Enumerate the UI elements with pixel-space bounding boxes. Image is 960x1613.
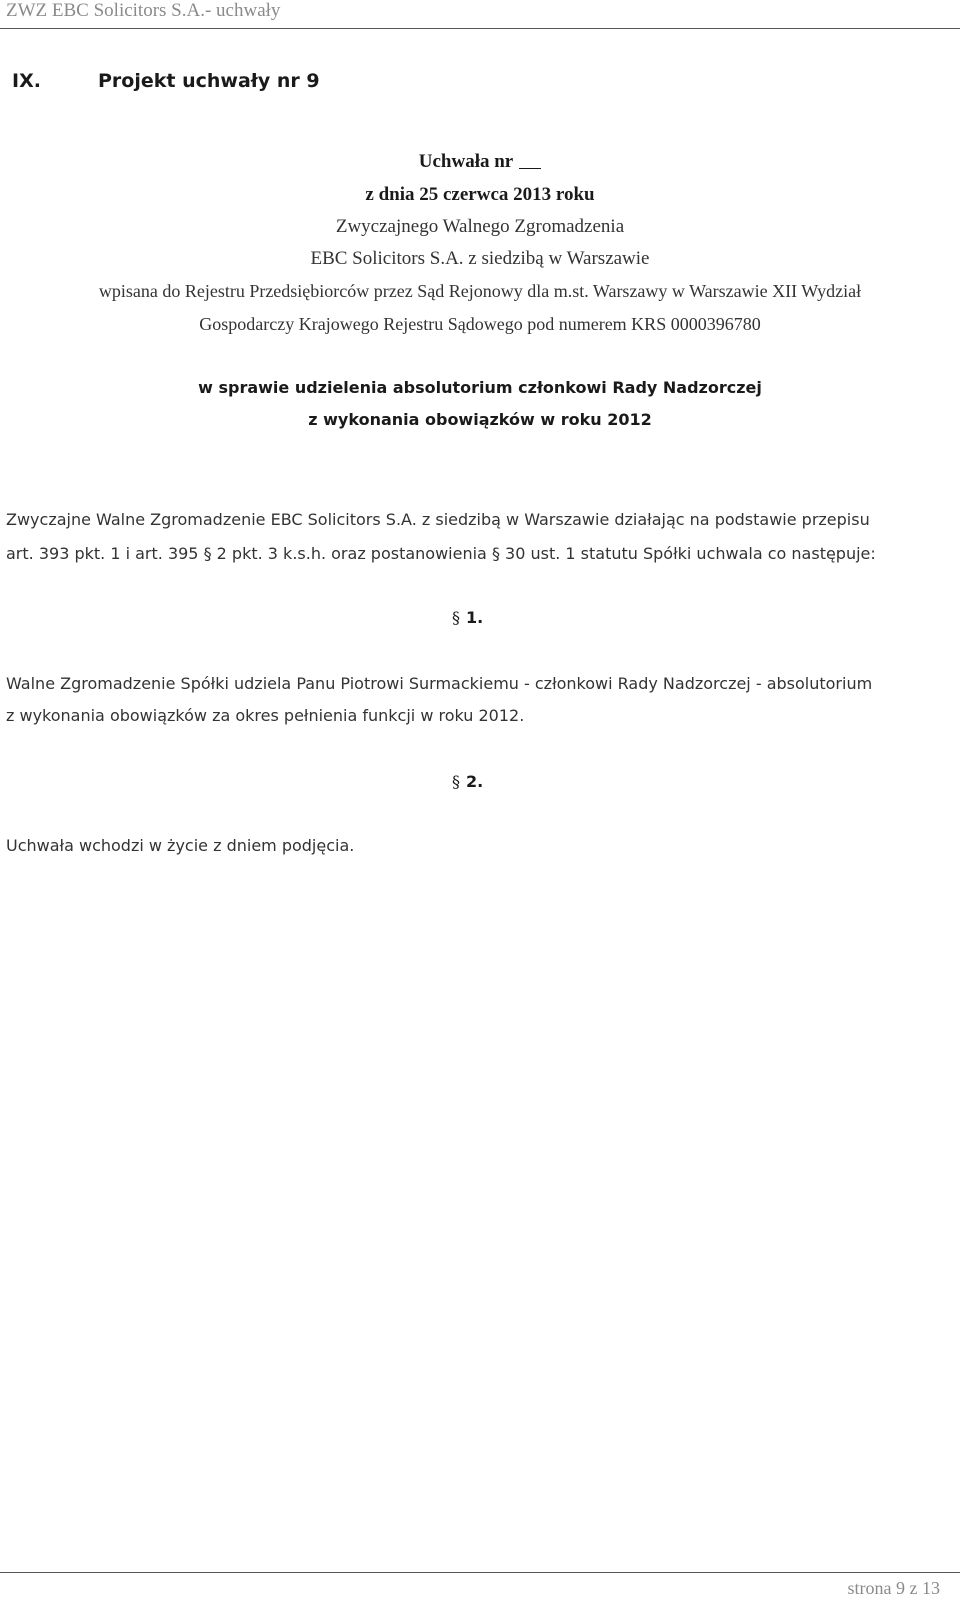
paragraph-1-line-1: Walne Zgromadzenie Spółki udziela Panu Piotrowi Surmackiemu - członkowi Rady Nadzorczej - absolutorium: [6, 674, 873, 693]
paragraph-1-heading: [452, 608, 483, 627]
running-footer: [0, 1572, 960, 1613]
resolution-company: EBC Solicitors S.A. z siedzibą w Warszawie: [310, 248, 650, 269]
paragraph-2-label: 2.: [466, 772, 484, 791]
registry-line-2: Gospodarczy Krajowego Rejestru Sądowego pod numerem KRS 0000396780: [199, 314, 761, 334]
page-number: strona 9 z 13: [847, 1578, 940, 1598]
preamble-line-2: art. 393 pkt. 1 i art. 395 § 2 pkt. 3 k.s.h. oraz postanowienia § 30 ust. 1 statutu Spółki uchwala co następuje:: [6, 544, 876, 563]
document-header-title: ZWZ EBC Solicitors S.A.- uchwały: [6, 0, 281, 21]
subject-line-2: z wykonania obowiązków w roku 2012: [308, 410, 652, 429]
preamble-line-1: Zwyczajne Walne Zgromadzenie EBC Solicitors S.A. z siedzibą w Warszawie działając na podstawie przepisu: [6, 510, 870, 529]
resolution-title: [0, 151, 960, 173]
footer-rule: [0, 1572, 960, 1573]
resolution-body-name: Zwyczajnego Walnego Zgromadzenia: [335, 216, 625, 237]
paragraph-2-heading: [452, 772, 483, 791]
paragraph-2-line-1: Uchwała wchodzi w życie z dniem podjęcia.: [6, 836, 355, 855]
paragraph-1-label: 1.: [466, 608, 484, 627]
paragraph-1-line-2: z wykonania obowiązków za okres pełnienia funkcji w roku 2012.: [6, 706, 525, 725]
paragraph-sign: §: [452, 772, 460, 791]
section-title: Projekt uchwały nr 9: [98, 70, 320, 92]
running-header: [0, 0, 960, 30]
resolution-number-blank: [519, 168, 541, 169]
registry-line-1: wpisana do Rejestru Przedsiębiorców przez Sąd Rejonowy dla m.st. Warszawy w Warszawie XII Wydział: [98, 281, 862, 301]
resolution-title-text: Uchwała nr: [418, 151, 514, 172]
section-number: IX.: [12, 70, 41, 92]
resolution-date: z dnia 25 czerwca 2013 roku: [365, 184, 595, 205]
header-rule: [0, 28, 960, 29]
subject-line-1: w sprawie udzielenia absolutorium członkowi Rady Nadzorczej: [198, 378, 762, 397]
paragraph-sign: §: [452, 608, 460, 627]
